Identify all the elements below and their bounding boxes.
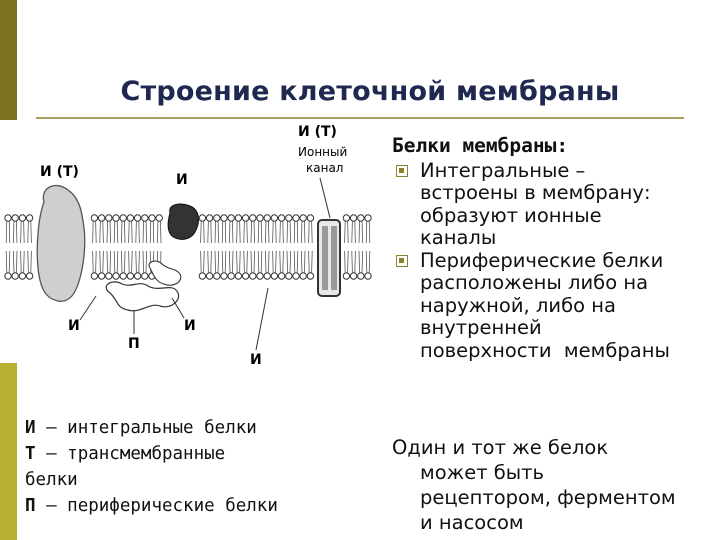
- summary-text: Один и тот же белок может быть рецептором, ферментом и насосом: [392, 436, 676, 534]
- peripheral-protein-small: [149, 261, 181, 285]
- legend-row: И — интегральные белки: [25, 418, 257, 438]
- bullet-list: [392, 160, 717, 363]
- peripheral-protein: [106, 282, 178, 311]
- label-integral-top: И: [176, 172, 188, 188]
- square-bullet-icon: [396, 165, 408, 177]
- ion-channel: [318, 220, 340, 296]
- bullet-peripheral: Периферические белки расположены либо на наружной, либо на внутренней поверхности мембраны: [392, 250, 717, 363]
- label-integral-bottom-right: И: [184, 318, 196, 334]
- slide-title: Строение клеточной мембраны: [120, 76, 620, 107]
- square-bullet-icon: [396, 255, 408, 267]
- integral-protein-dark: [168, 204, 198, 239]
- bullet-integral: Интегральные – встроены в мембрану: образуют ионные каналы: [392, 160, 717, 250]
- legend-row: белки: [25, 470, 78, 490]
- legend: [25, 415, 375, 519]
- label-integral-transmembrane-channel: И (Т): [298, 124, 337, 140]
- legend-row: Т — трансмембранные: [25, 444, 226, 464]
- label-integral-bottom-left: И: [68, 318, 80, 334]
- label-ion-channel-line2: канал: [306, 161, 344, 175]
- label-ion-channel-line1: Ионный: [298, 145, 348, 159]
- membrane-proteins-section: [392, 135, 717, 362]
- bottom-accent-bar: [0, 363, 17, 540]
- label-integral-transmembrane-left: И (Т): [40, 164, 79, 180]
- section-heading: Белки мембраны:: [392, 134, 569, 157]
- membrane-diagram: [0, 118, 380, 378]
- label-integral-far-bottom: И: [250, 352, 262, 368]
- integral-protein-left: [37, 186, 85, 302]
- label-peripheral: П: [128, 336, 140, 352]
- legend-row: П — периферические белки: [25, 496, 278, 516]
